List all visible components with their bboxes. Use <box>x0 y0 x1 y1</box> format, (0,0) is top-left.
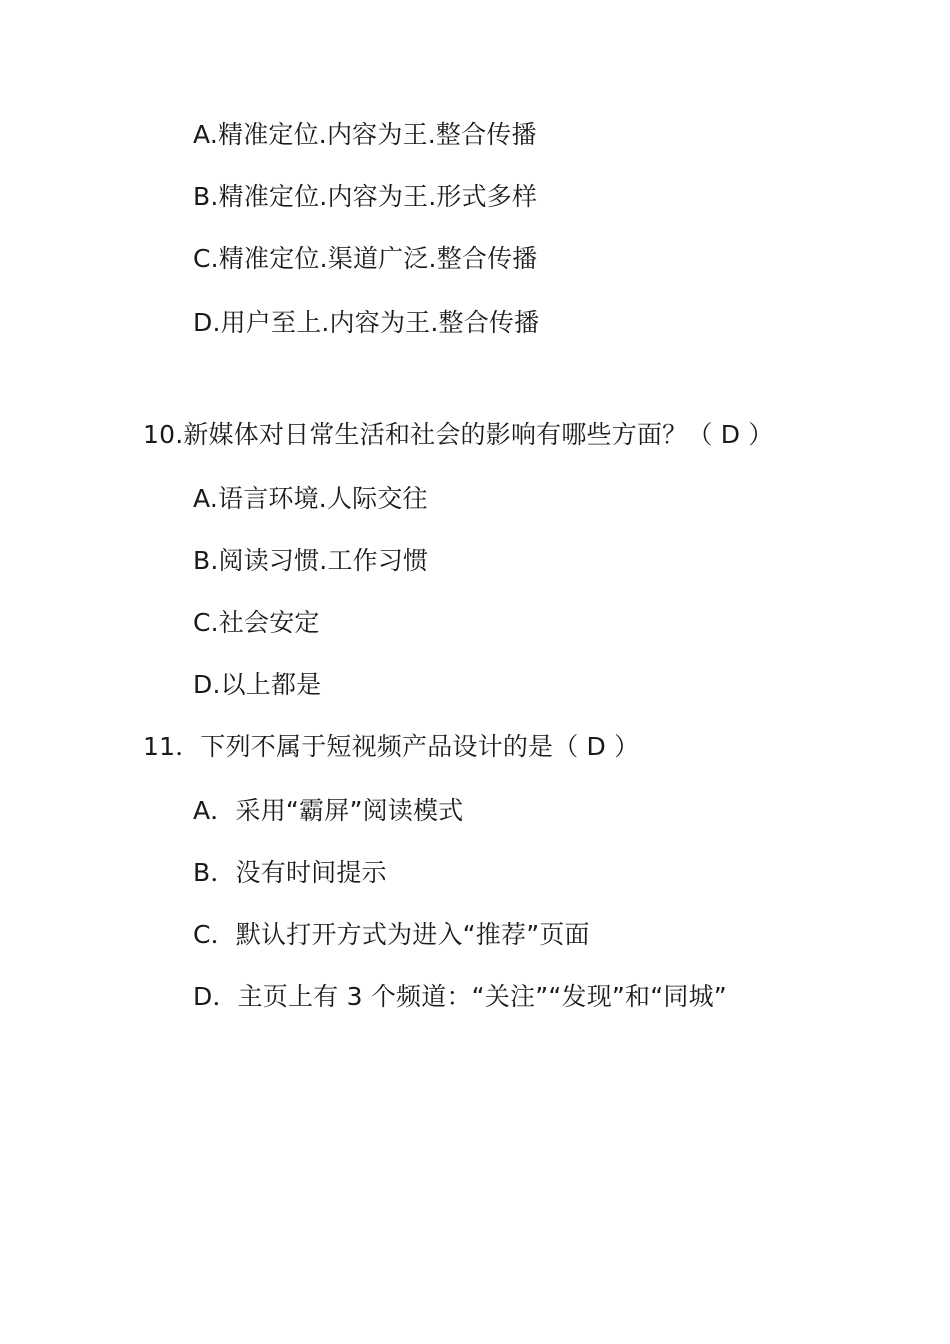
q10-question: 10.新媒体对日常生活和社会的影响有哪些方面？（ D ） <box>143 420 774 449</box>
q10-option-b: B.阅读习惯.工作习惯 <box>193 546 429 575</box>
q10-option-c: C.社会安定 <box>193 608 320 637</box>
q11-option-c: C．默认打开方式为进入“推荐”页面 <box>193 920 590 949</box>
q9-option-a: A.精准定位.内容为王.整合传播 <box>193 120 537 149</box>
q9-option-b: B.精准定位.内容为王.形式多样 <box>193 182 538 211</box>
q10-option-d: D.以上都是 <box>193 670 322 699</box>
q10-option-a: A.语言环境.人际交往 <box>193 484 428 513</box>
q11-option-b: B．没有时间提示 <box>193 858 387 887</box>
q11-option-d: D．主页上有 3 个频道：“关注”“发现”和“同城” <box>193 982 727 1011</box>
q9-option-c: C.精准定位.渠道广泛.整合传播 <box>193 244 538 273</box>
q11-option-a: A．采用“霸屏”阅读模式 <box>193 796 464 825</box>
q11-question: 11．下列不属于短视频产品设计的是（ D ） <box>143 732 640 761</box>
q9-option-d: D.用户至上.内容为王.整合传播 <box>193 308 540 337</box>
